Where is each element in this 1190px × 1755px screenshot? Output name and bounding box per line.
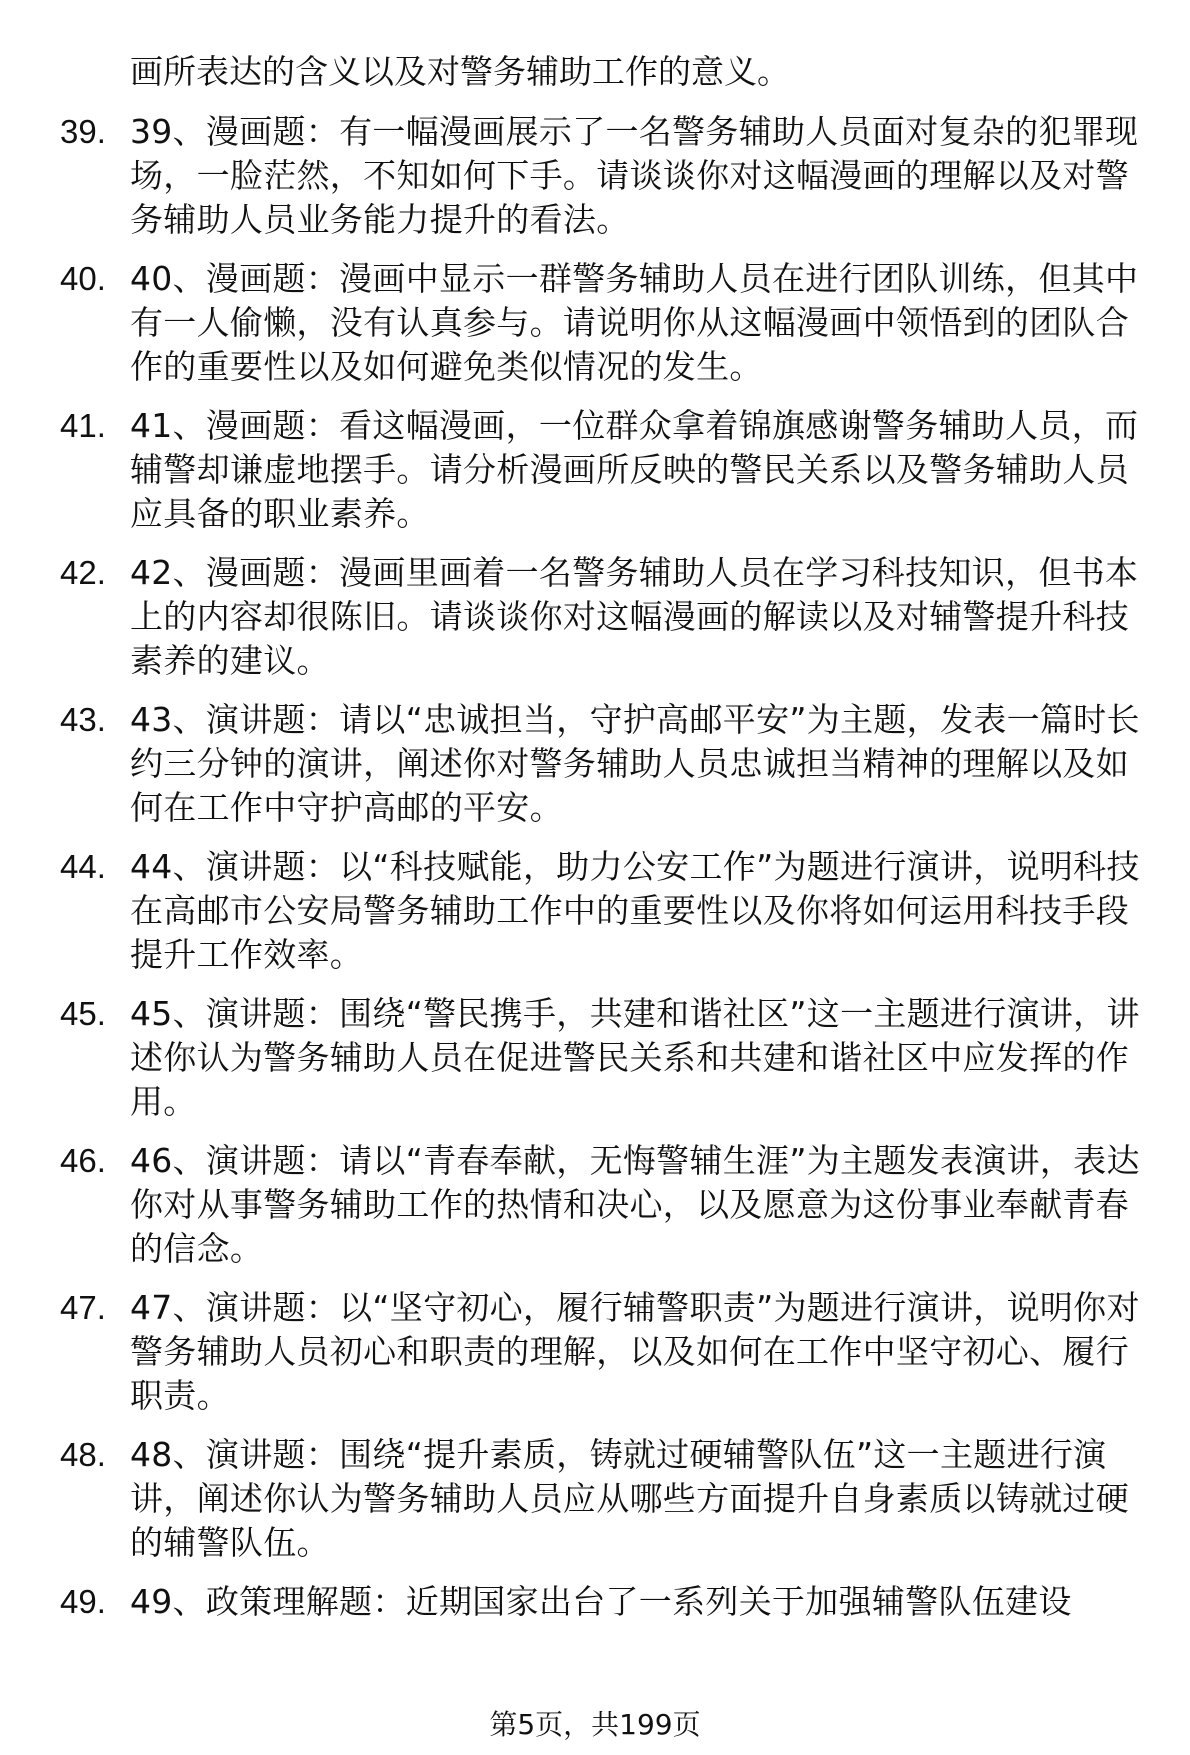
item-text: 42、漫画题：漫画里画着一名警务辅助人员在学习科技知识，但书本上的内容却很陈旧。请谈谈你对这幅漫画的解读以及对辅警提升科技素养的建议。 (130, 553, 1139, 680)
list-item (60, 1433, 1150, 1565)
item-text: 45、演讲题：围绕“警民携手，共建和谐社区”这一主题进行演讲，讲述你认为警务辅助人员在促进警民关系和共建和谐社区中应发挥的作用。 (130, 994, 1140, 1121)
item-text: 39、漫画题：有一幅漫画展示了一名警务辅助人员面对复杂的犯罪现场，一脸茫然，不知如何下手。请谈谈你对这幅漫画的理解以及对警务辅助人员业务能力提升的看法。 (130, 112, 1139, 239)
item-number: 39. (60, 113, 106, 150)
item-text: 49、政策理解题：近期国家出台了一系列关于加强辅警队伍建设 (130, 1582, 1072, 1621)
item-number: 45. (60, 995, 106, 1032)
continued-text: 画所表达的含义以及对警务辅助工作的意义。 (130, 52, 790, 91)
list-item (60, 1580, 1150, 1624)
list-item (60, 1286, 1150, 1418)
item-text: 41、漫画题：看这幅漫画，一位群众拿着锦旗感谢警务辅助人员，而辅警却谦虚地摆手。请分析漫画所反映的警民关系以及警务辅助人员应具备的职业素养。 (130, 406, 1139, 533)
item-number: 49. (60, 1583, 106, 1620)
list-item (60, 404, 1150, 536)
page-number: 第5页，共199页 (489, 1708, 701, 1741)
item-text: 40、漫画题：漫画中显示一群警务辅助人员在进行团队训练，但其中有一人偷懒，没有认真参与。请说明你从这幅漫画中领悟到的团队合作的重要性以及如何避免类似情况的发生。 (130, 259, 1139, 386)
item-number: 42. (60, 554, 106, 591)
item-text: 43、演讲题：请以“忠诚担当，守护高邮平安”为主题，发表一篇时长约三分钟的演讲，阐述你对警务辅助人员忠诚担当精神的理解以及如何在工作中守护高邮的平安。 (130, 700, 1140, 827)
list-item (60, 551, 1150, 683)
item-text: 46、演讲题：请以“青春奉献，无悔警辅生涯”为主题发表演讲，表达你对从事警务辅助工作的热情和决心，以及愿意为这份事业奉献青春的信念。 (130, 1141, 1140, 1268)
list-item (60, 992, 1150, 1124)
item-number: 44. (60, 848, 106, 885)
list-item (60, 1139, 1150, 1271)
list-item (60, 698, 1150, 830)
item-number: 40. (60, 260, 106, 297)
question-list (60, 50, 1150, 1639)
item-text: 48、演讲题：围绕“提升素质，铸就过硬辅警队伍”这一主题进行演讲，阐述你认为警务辅助人员应从哪些方面提升自身素质以铸就过硬的辅警队伍。 (130, 1435, 1129, 1562)
item-text: 47、演讲题：以“坚守初心，履行辅警职责”为题进行演讲，说明你对警务辅助人员初心和职责的理解，以及如何在工作中坚守初心、履行职责。 (130, 1288, 1140, 1415)
list-item (60, 110, 1150, 242)
item-number: 43. (60, 701, 106, 738)
item-number: 48. (60, 1436, 106, 1473)
list-item (60, 257, 1150, 389)
item-number: 46. (60, 1142, 106, 1179)
item-number: 41. (60, 407, 106, 444)
item-number: 47. (60, 1289, 106, 1326)
item-text: 44、演讲题：以“科技赋能，助力公安工作”为题进行演讲，说明科技在高邮市公安局警务辅助工作中的重要性以及你将如何运用科技手段提升工作效率。 (130, 847, 1140, 974)
list-item (60, 845, 1150, 977)
